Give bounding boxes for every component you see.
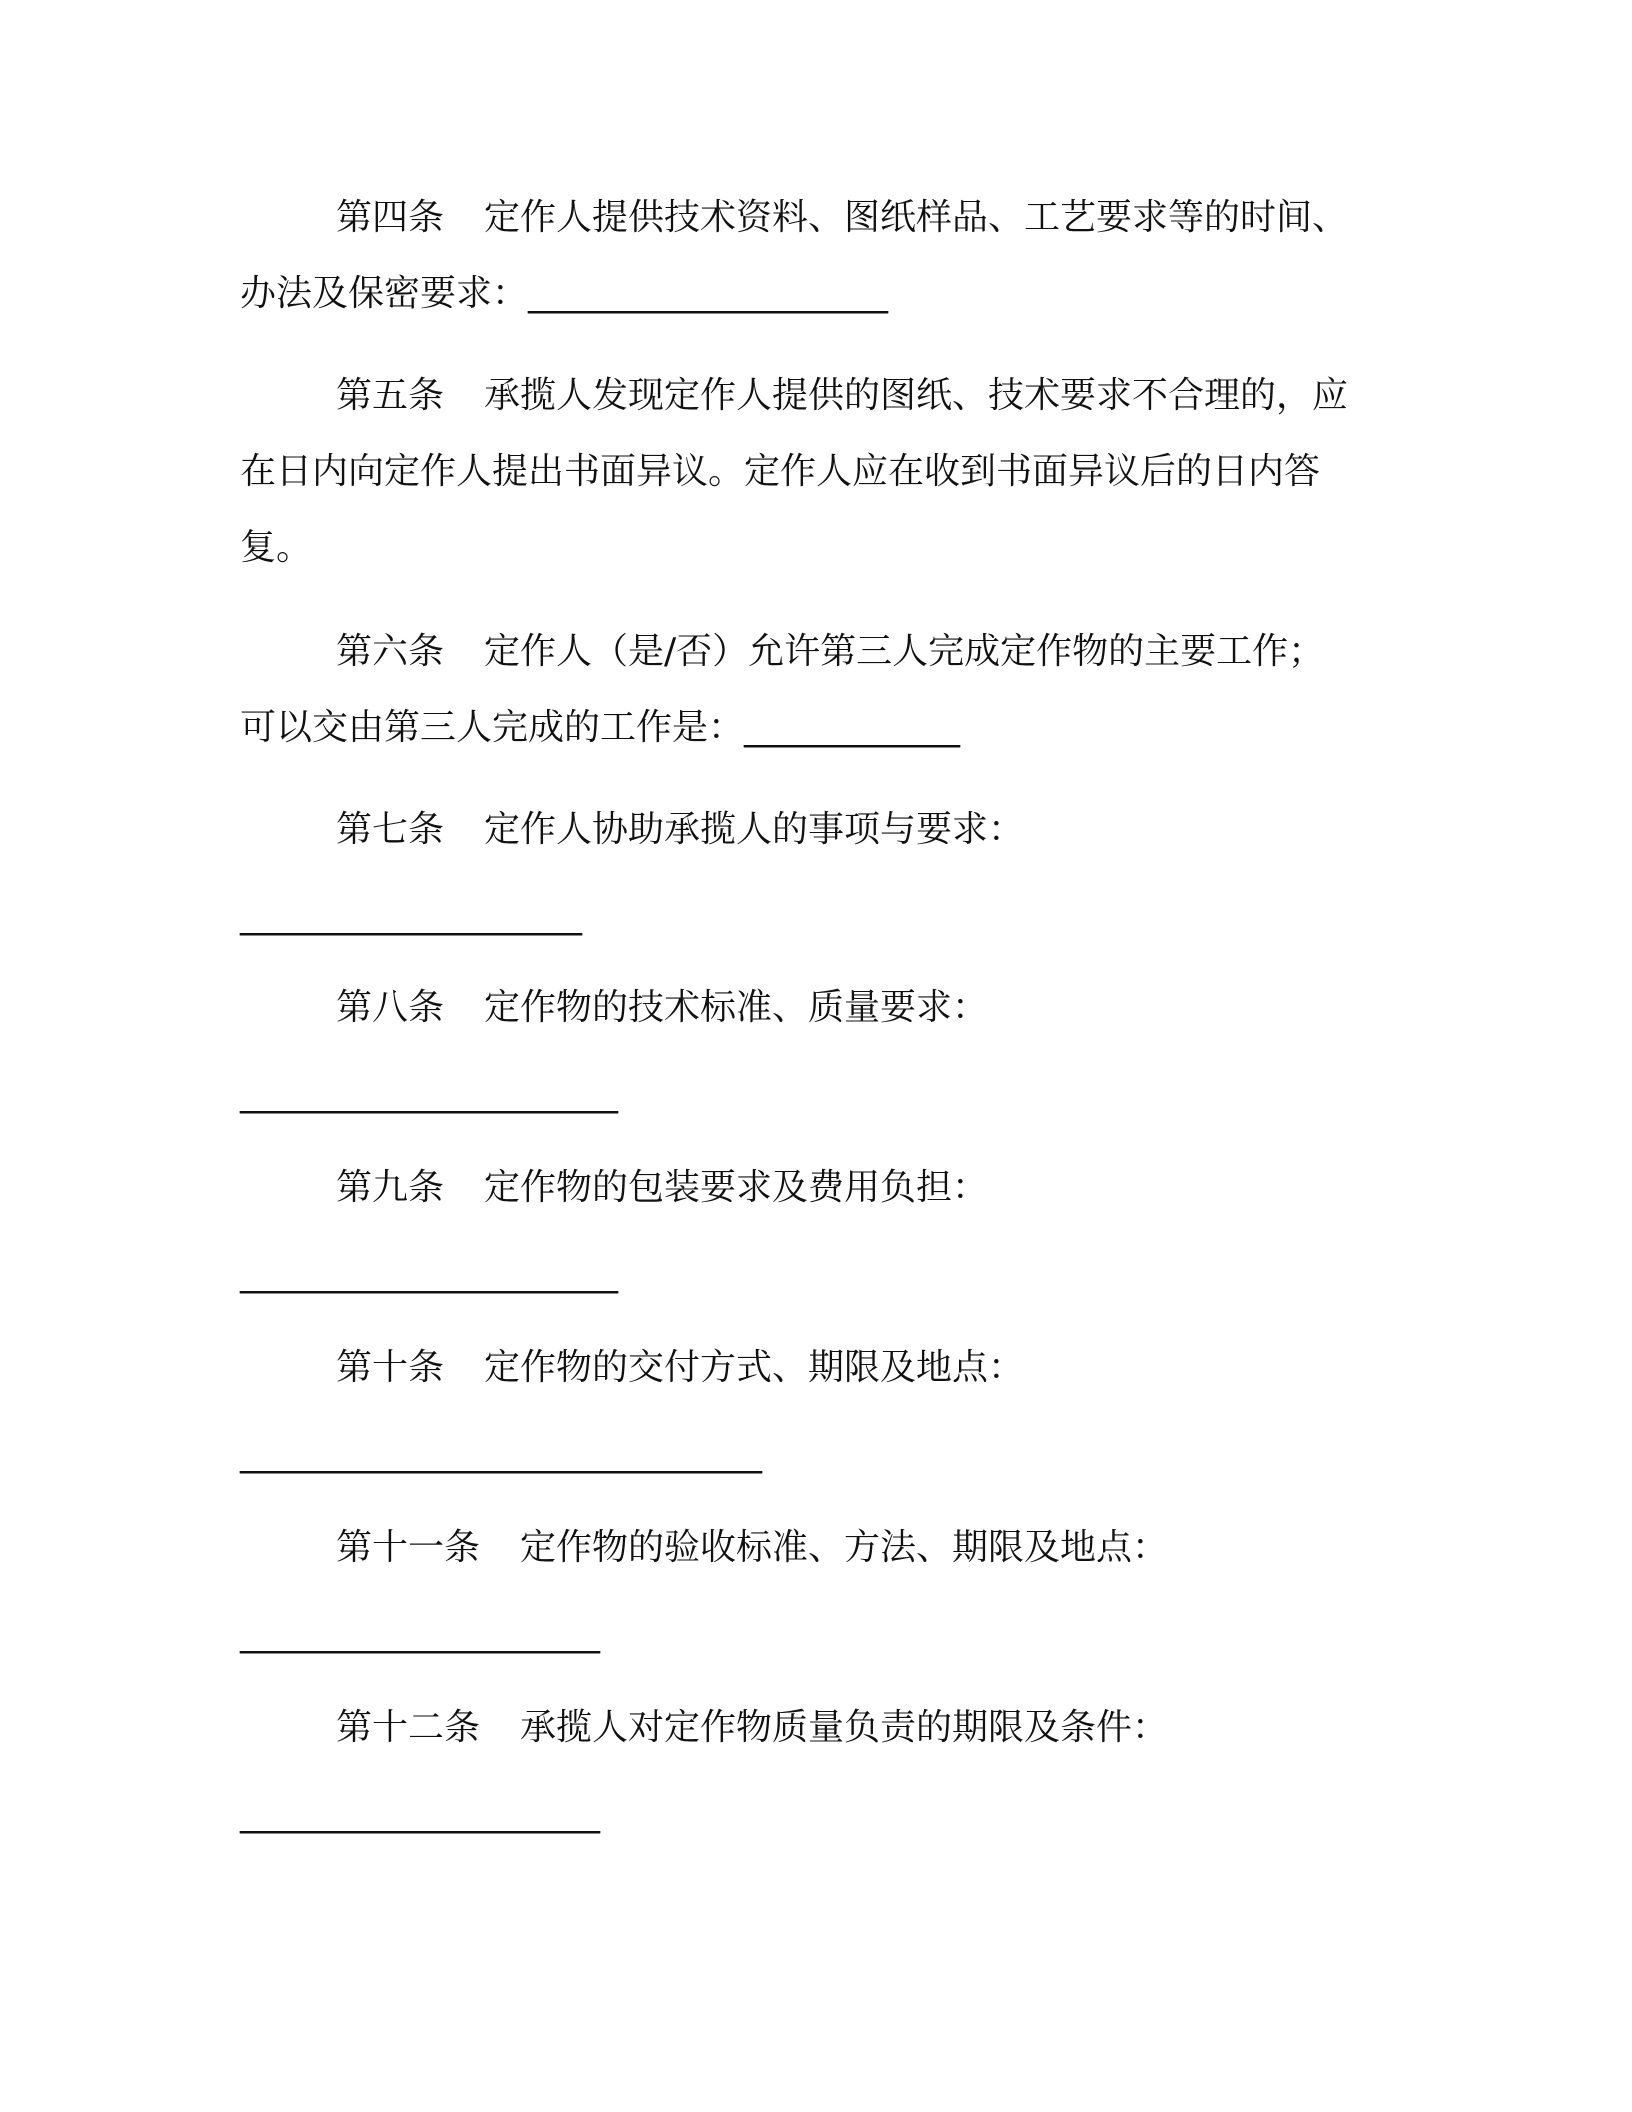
article-5-number: 第五条 (336, 375, 445, 416)
article-9-line-1 (336, 1166, 988, 1210)
article-7-number: 第七条 (336, 809, 445, 850)
article-8-blank: _____________________ (240, 1073, 618, 1114)
article-8-text: 定作物的技术标准、质量要求： (484, 987, 989, 1028)
article-8-line-1 (336, 986, 988, 1030)
article-9-blank: _____________________ (240, 1253, 618, 1294)
article-4-line-1 (336, 196, 1348, 240)
article-7-line-1 (336, 808, 1024, 852)
article-12-number: 第十二条 (336, 1707, 481, 1748)
article-5-line-2: 在日内向定作人提出书面异议。定作人应在收到书面异议后的日内答 (240, 451, 1321, 492)
article-7-blank: ___________________ (240, 895, 582, 936)
article-11-text: 定作物的验收标准、方法、期限及地点： (520, 1527, 1169, 1568)
article-11-blank: ____________________ (240, 1613, 600, 1654)
article-4-number: 第四条 (336, 197, 445, 238)
article-12-line-1 (336, 1706, 1168, 1750)
article-4-text: 定作人提供技术资料、图纸样品、工艺要求等的时间、 (484, 197, 1349, 238)
article-6-line-2: 可以交由第三人完成的工作是：____________ (240, 707, 961, 748)
article-10-text: 定作物的交付方式、期限及地点： (484, 1347, 1025, 1388)
article-5-line-3: 复。 (240, 527, 313, 568)
article-8-number: 第八条 (336, 987, 445, 1028)
article-7-text: 定作人协助承揽人的事项与要求： (484, 809, 1025, 850)
article-6-text: 定作人（是/否）允许第三人完成定作物的主要工作； (484, 631, 1325, 672)
article-9-text: 定作物的包装要求及费用负担： (484, 1167, 989, 1208)
article-10-blank: _____________________________ (240, 1433, 762, 1474)
article-5-line-1 (336, 374, 1348, 418)
article-12-blank: ____________________ (240, 1793, 600, 1834)
article-11-line-1 (336, 1526, 1168, 1570)
article-10-number: 第十条 (336, 1347, 445, 1388)
article-6-line-1 (336, 630, 1324, 674)
article-12-text: 承揽人对定作物质量负责的期限及条件： (520, 1707, 1169, 1748)
article-6-number: 第六条 (336, 631, 445, 672)
article-9-number: 第九条 (336, 1167, 445, 1208)
article-5-text: 承揽人发现定作人提供的图纸、技术要求不合理的，应 (484, 375, 1349, 416)
article-4-line-2: 办法及保密要求：____________________ (240, 273, 889, 314)
article-10-line-1 (336, 1346, 1024, 1390)
article-11-number: 第十一条 (336, 1527, 481, 1568)
